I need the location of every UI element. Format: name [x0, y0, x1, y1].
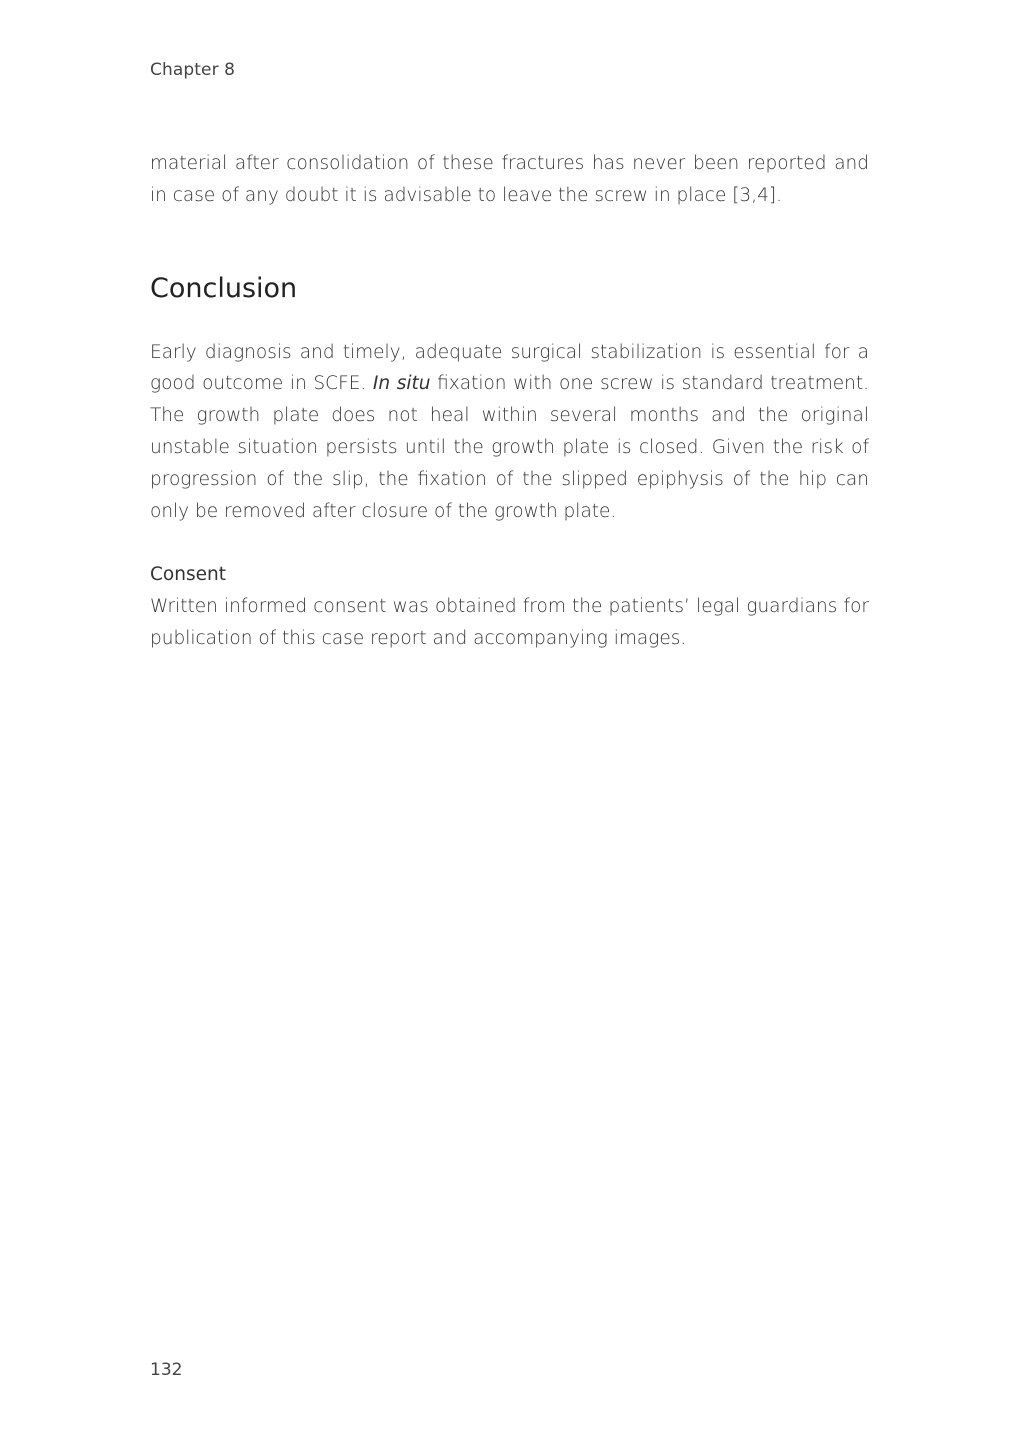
conclusion-heading: Conclusion [150, 272, 298, 304]
page-content [150, 148, 869, 655]
consent-paragraph: Written informed consent was obtained from the patients’ legal guardians for publication of this case report and accompanying images. [150, 596, 869, 649]
section-spacer [150, 527, 869, 559]
running-header: Chapter 8 [150, 60, 236, 80]
consent-heading: Consent [150, 564, 226, 586]
conclusion-text-end: fixation with one screw is standard treatment. The growth plate does not heal within several months and the original unstable situation persists until the growth plate is closed. Given the risk of progression of the slip, the fixation of the slipped epiphysis of the hip can only be removed after closure of the growth plate. [150, 373, 869, 522]
conclusion-italic-term: In situ [372, 373, 431, 395]
conclusion-paragraph [150, 337, 869, 528]
conclusion-text-start: Early diagnosis and timely, adequate surgical stabilization is essential for a good outcome in SCFE. [150, 341, 869, 395]
intro-paragraph: material after consolidation of these fractures has never been reported and in case of any doubt it is advisable to leave the screw in place [3,4]. [150, 153, 869, 206]
page-number: 132 [150, 1360, 183, 1380]
